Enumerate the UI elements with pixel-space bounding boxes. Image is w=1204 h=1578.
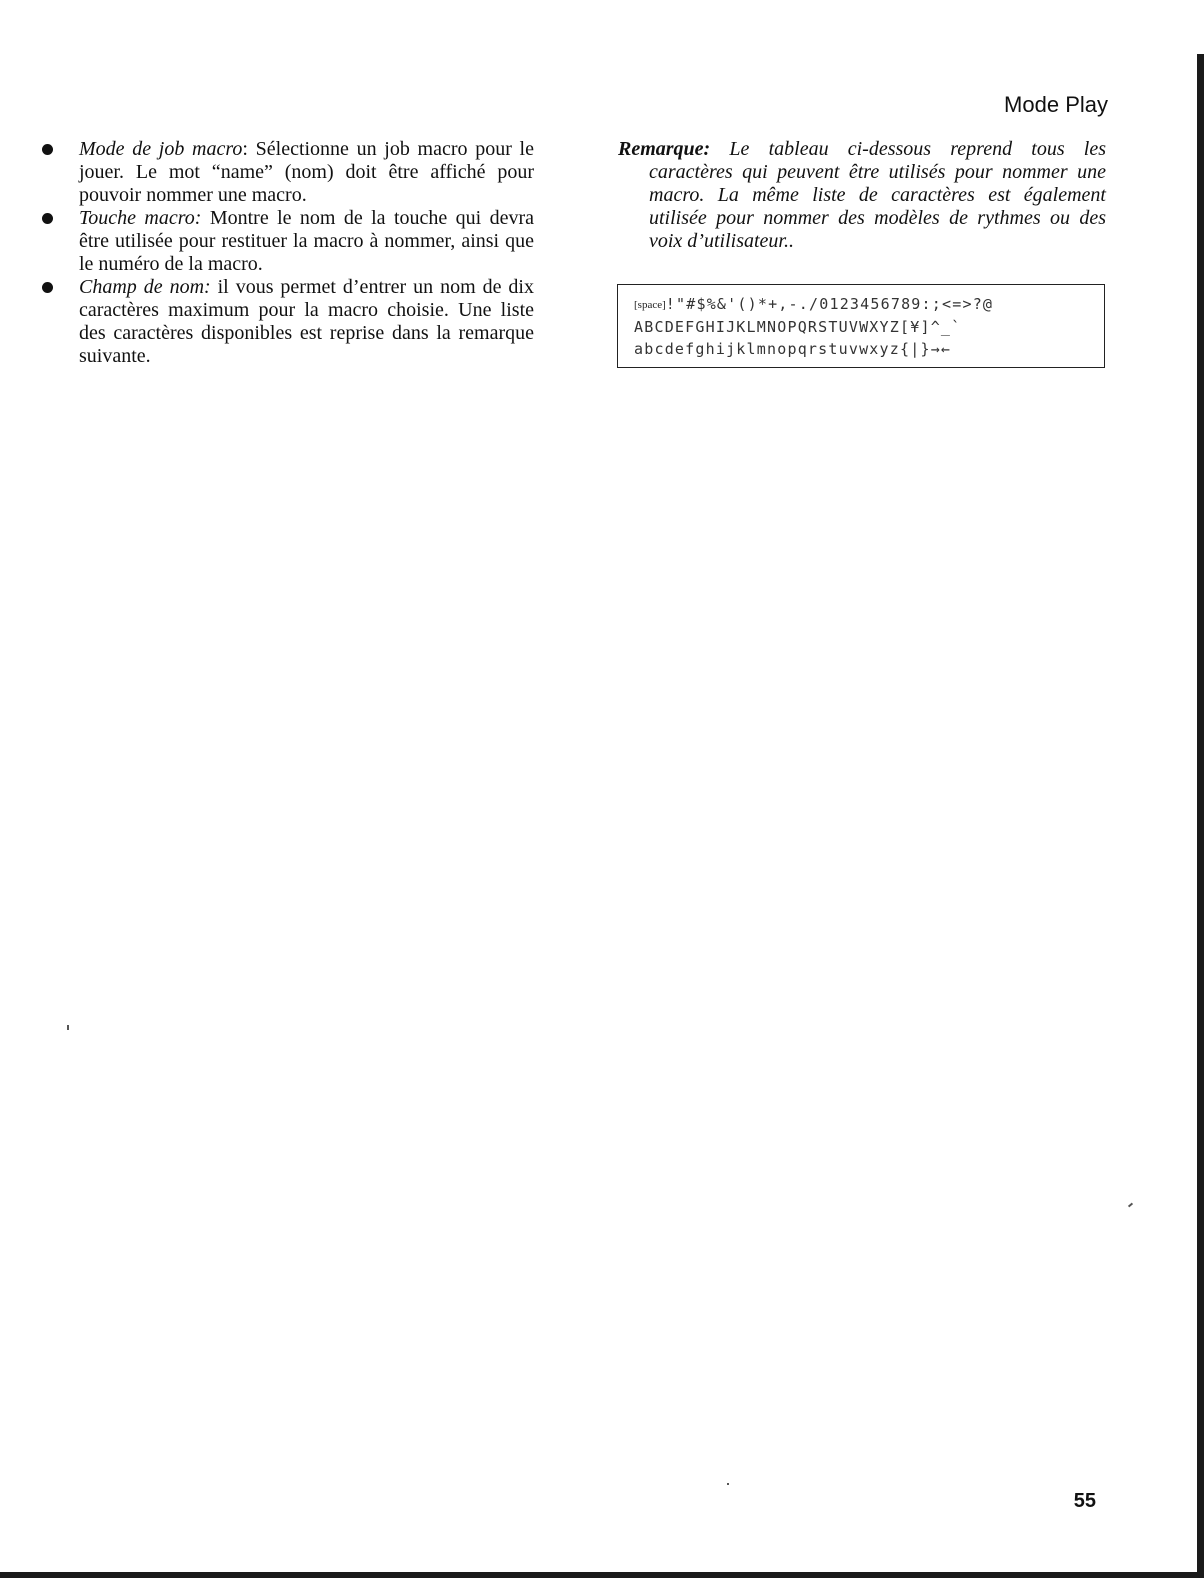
left-column [42,138,534,368]
section-header: Mode Play [1004,92,1108,117]
char-row-2: ABCDEFGHIJKLMNOPQRSTUVWXYZ[¥]^_` [634,318,962,336]
page-number: 55 [1073,1490,1096,1512]
char-row-3: abcdefghijklmnopqrstuvwxyz{|}→← [634,340,952,358]
item-term: Mode de job macro [79,138,243,160]
bullet-icon [42,282,53,293]
item-text: Montre le nom de la touche qui devra être utilisée pour restituer la macro à nommer, ainsi que le numéro de la macro. [79,207,534,275]
page-bottom-bar [0,1572,1204,1578]
list-item [42,138,534,207]
remark-label: Remarque: [618,138,711,160]
item-term: Champ de nom: [79,276,211,298]
page-edge-bar [1197,54,1204,1578]
bullet-icon [42,144,53,155]
item-text: il vous permet d’entrer un nom de dix caractères maximum pour la macro choisie. Une liste des caractères disponibles est reprise dans la remarque suivante. [79,276,534,367]
scan-speck [1128,1203,1133,1208]
remark-paragraph [618,138,1106,253]
item-term: Touche macro: [79,207,202,229]
right-column [618,138,1106,253]
space-label: [space] [634,299,666,311]
char-row-1: !"#$%&'()*+,-./0123456789:;<=>?@ [665,295,994,313]
character-table [617,284,1105,368]
item-text: : Sélectionne un job macro pour le jouer. Le mot “name” (nom) doit être affiché pour pouvoir nommer une macro. [79,138,534,206]
remark-text: Le tableau ci-dessous reprend tous les caractères qui peuvent être utilisés pour nommer une macro. La même liste de caractères est également utilisée pour nommer des modèles de rythmes ou des voix d’utilisateur.. [649,138,1106,252]
bullet-icon [42,213,53,224]
scan-speck [727,1483,729,1485]
list-item [42,276,534,368]
scan-speck [67,1025,69,1030]
list-item [42,207,534,276]
